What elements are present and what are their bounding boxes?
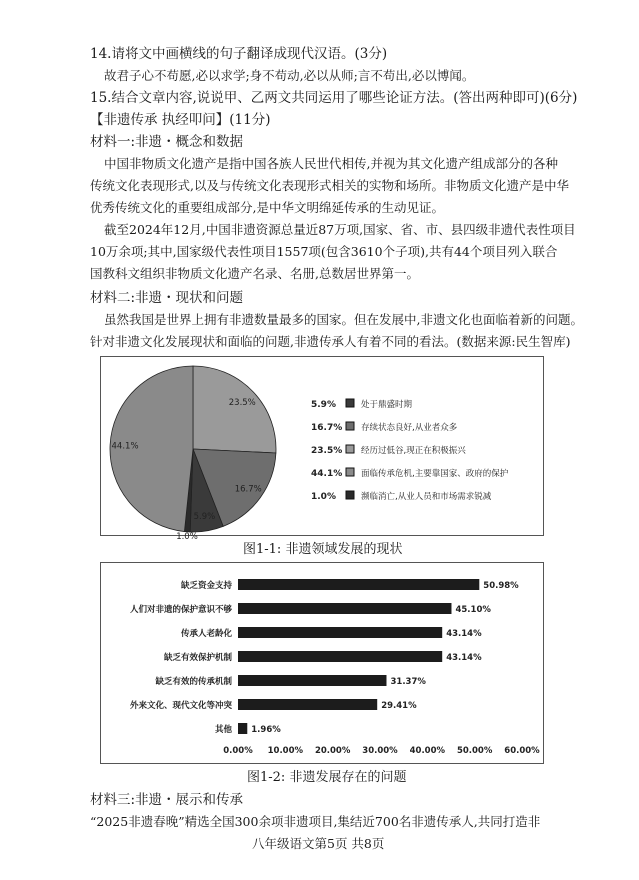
pie-value-label-1: 16.7%	[234, 484, 262, 495]
bar-2	[238, 627, 442, 638]
bar-category-1: 人们对非遗的保护意识不够	[129, 605, 232, 615]
bar-1	[238, 603, 451, 614]
legend-value-1: 16.7%	[311, 423, 343, 433]
pie-value-label-2: 23.5%	[228, 398, 256, 409]
legend-value-3: 44.1%	[311, 469, 343, 479]
m2-p1-l2: 针对非遗文化发展现状和面临的问题,非遗传承人有着不同的看法。(数据来源:民生智库)	[90, 334, 571, 349]
m1-p1-l3: 优秀传统文化的重要组成部分,是中华文明绵延传承的生动见证。	[90, 200, 444, 215]
x-tick-label-1: 10.00%	[267, 746, 304, 756]
m1-p2-l2: 10万余项;其中,国家级代表性项目1557项(包含3610个子项),共有44个项目列入联合	[90, 244, 558, 259]
question-14: 14.请将文中画横线的句子翻译成现代汉语。(3分)	[90, 46, 388, 62]
legend-swatch-0	[346, 399, 354, 407]
pie-slice-2	[193, 366, 276, 453]
bar-value-label-3: 43.14%	[446, 653, 482, 663]
x-tick-label-4: 40.00%	[409, 746, 446, 756]
legend-label-3: 面临传承危机,主要靠国家、政府的保护	[361, 469, 509, 479]
bar-category-6: 其他	[214, 725, 232, 735]
m1-p2-l3: 国教科文组织非物质文化遗产名录、名册,总数居世界第一。	[90, 266, 419, 281]
legend-value-2: 23.5%	[311, 446, 343, 456]
pie-chart	[101, 357, 543, 542]
question-15: 15.结合文章内容,说说甲、乙两文共同运用了哪些论证方法。(答出两种即可)(6分)	[90, 90, 578, 106]
m1-p1-l2: 传统文化表现形式,以及与传统文化表现形式相关的实物和场所。非物质文化遗产是中华	[90, 178, 569, 193]
bar-4	[238, 675, 386, 686]
bar-chart-caption: 图1-2: 非遗发展存在的问题	[247, 770, 407, 785]
x-tick-label-5: 50.00%	[456, 746, 493, 756]
bar-3	[238, 651, 442, 662]
page-footer: 八年级语文第5页 共8页	[252, 836, 385, 851]
bar-chart-box	[100, 562, 544, 764]
legend-label-1: 存续状态良好,从业者众多	[361, 423, 458, 433]
bar-value-label-2: 43.14%	[446, 629, 482, 639]
bar-chart	[101, 563, 543, 763]
material-1-title: 材料一:非遗・概念和数据	[90, 134, 244, 150]
legend-swatch-2	[346, 445, 354, 453]
legend-value-0: 5.9%	[311, 400, 336, 410]
section-title: 【非遗传承 执经叩问】(11分)	[90, 112, 271, 128]
material-3-title: 材料三:非遗・展示和传承	[90, 792, 244, 808]
pie-value-label-4: 1.0%	[176, 531, 198, 542]
material-2-title: 材料二:非遗・现状和问题	[90, 290, 244, 306]
legend-swatch-3	[346, 468, 354, 476]
legend-value-4: 1.0%	[311, 492, 336, 502]
m3-p1: “2025非遗春晚”精选全国300余项非遗项目,集结近700名非遗传承人,共同打造非	[90, 814, 541, 829]
m1-p2-l1: 截至2024年12月,中国非遗资源总量近87万项,国家、省、市、县四级非遗代表性项目	[104, 222, 576, 237]
bar-category-3: 缺乏有效保护机制	[163, 653, 232, 663]
bar-category-5: 外来文化、现代文化等冲突	[129, 701, 232, 711]
bar-category-2: 传承人老龄化	[180, 629, 232, 639]
pie-value-label-0: 5.9%	[193, 512, 216, 523]
legend-swatch-4	[346, 491, 354, 499]
question-14-sentence: 故君子心不苟愿,必以求学;身不苟动,必以从师;言不苟出,必以博闻。	[104, 68, 475, 83]
bar-value-label-5: 29.41%	[381, 701, 417, 711]
legend-label-0: 处于鼎盛时期	[361, 400, 413, 410]
bar-value-label-0: 50.98%	[483, 581, 519, 591]
legend-label-4: 濒临消亡,从业人员和市场需求锐减	[361, 492, 492, 502]
bar-value-label-6: 1.96%	[251, 725, 281, 735]
bar-category-0: 缺乏资金支持	[180, 581, 232, 591]
bar-5	[238, 699, 377, 710]
bar-value-label-4: 31.37%	[390, 677, 426, 687]
pie-chart-caption: 图1-1: 非遗领域发展的现状	[243, 542, 403, 557]
x-tick-label-3: 30.00%	[362, 746, 398, 756]
pie-chart-box	[100, 356, 544, 542]
bar-value-label-1: 45.10%	[455, 605, 491, 615]
legend-label-2: 经历过低谷,现正在积极振兴	[361, 446, 466, 456]
x-tick-label-6: 60.00%	[504, 746, 540, 756]
m2-p1-l1: 虽然我国是世界上拥有非遗数量最多的国家。但在发展中,非遗文化也面临着新的问题。	[104, 312, 583, 327]
pie-value-label-3: 44.1%	[111, 441, 139, 452]
bar-0	[238, 579, 479, 590]
m1-p1-l1: 中国非物质文化遗产是指中国各族人民世代相传,并视为其文化遗产组成部分的各种	[104, 156, 558, 171]
bar-6	[238, 723, 247, 734]
x-tick-label-2: 20.00%	[314, 746, 351, 756]
x-tick-label-0: 0.00%	[223, 746, 253, 756]
bar-category-4: 缺乏有效的传承机制	[155, 677, 232, 687]
legend-swatch-1	[346, 422, 354, 430]
